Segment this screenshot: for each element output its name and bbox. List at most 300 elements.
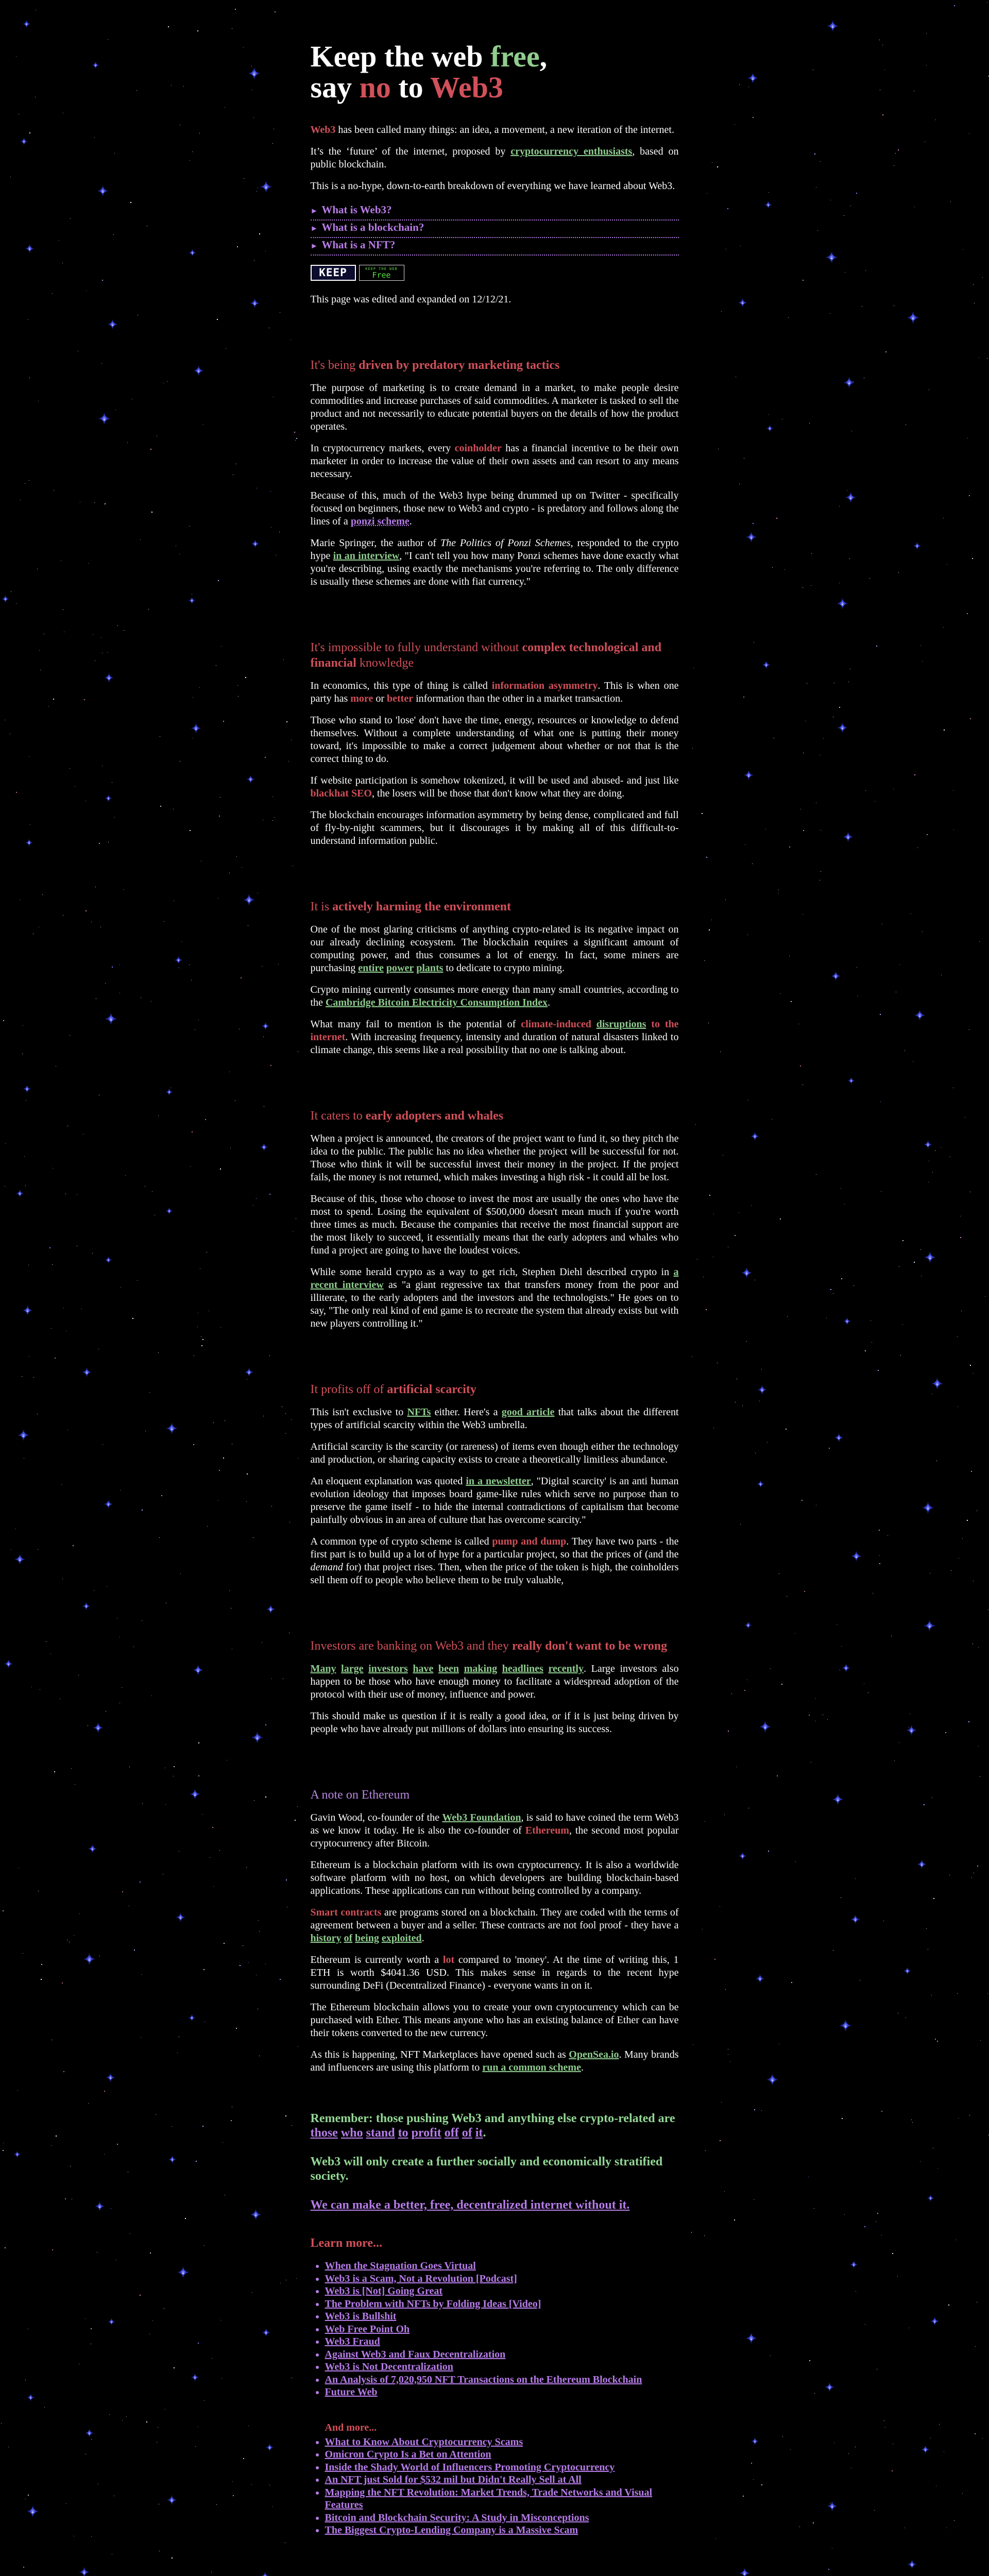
text-run: , the second most popular cryptocurrency after Bitcoin. — [310, 1825, 679, 1849]
resource-link[interactable]: Omicron Crypto Is a Bet on Attention — [325, 2449, 491, 2460]
section-environment — [311, 899, 679, 1057]
text-run: lot — [442, 1954, 455, 1965]
closing-statements — [311, 2111, 679, 2212]
inline-link[interactable]: Cambridge Bitcoin Electricity Consumption Index — [325, 997, 548, 1008]
text-run: . — [421, 1933, 424, 1944]
paragraph — [311, 537, 679, 588]
star-sparkle-icon — [16, 1189, 24, 1197]
text-run: What many fail to mention is the potential of — [310, 1019, 521, 1030]
inline-link[interactable]: exploited — [381, 1933, 422, 1944]
text-run: Smart contracts — [310, 1907, 382, 1918]
section-early-adopters — [311, 1108, 679, 1330]
resource-link[interactable]: An Analysis of 7,020,950 NFT Transactions on the Ethereum Blockchain — [325, 2374, 642, 2385]
inline-link[interactable]: it — [475, 2126, 483, 2140]
star-sparkle-icon — [931, 1378, 943, 1389]
star-sparkle-icon — [190, 1789, 200, 1800]
text-run: Ethereum is currently worth a — [310, 1954, 443, 1965]
learn-more-list — [311, 2260, 679, 2399]
text-run: The purpose of marketing is to create demand in a market, to make people desire commodities and increase purchases of said commodities. A marketer is tasked to sell the product and not necessarily to educate potential buyers on the details of how the product operates. — [310, 382, 679, 432]
list-item — [325, 2298, 679, 2311]
page-content — [298, 0, 691, 2576]
paragraph — [311, 1906, 679, 1945]
resource-link[interactable]: An NFT just Sold for $532 mil but Didn't Really Sell at All — [325, 2474, 582, 2485]
list-item — [325, 2260, 679, 2273]
text-run: An eloquent explanation was quoted — [310, 1476, 466, 1487]
text-run: . — [409, 516, 412, 527]
star-sparkle-icon — [826, 251, 838, 264]
list-item — [325, 2335, 679, 2348]
text-run: pump and dump — [492, 1536, 567, 1547]
star-sparkle-icon — [92, 62, 99, 69]
text-run: The Politics of Ponzi Schemes — [440, 537, 571, 549]
star-sparkle-icon — [757, 1480, 764, 1488]
resource-link[interactable]: Against Web3 and Faux Decentralization — [325, 2348, 506, 2360]
text-run: Marie Springer, the author of — [310, 537, 440, 549]
text-run: . They have two parts - the first part is to build up a lot of hype for a particular project, so that the prices of (and the — [310, 1536, 679, 1560]
learn-more-title: Learn more... — [310, 2236, 383, 2250]
star-sparkle-icon — [191, 2374, 199, 2382]
star-sparkle-icon — [108, 319, 118, 330]
paragraph — [311, 1535, 679, 1587]
text-run: It profits off of — [310, 1383, 387, 1396]
inline-link[interactable]: those — [310, 2126, 338, 2140]
text-run: , "I can't tell you how many Ponzi schemes have done exactly what you're describing, using exactly the mechanisms you're referring to. The only difference is usually these schemes are done with fiat currency." — [310, 550, 679, 587]
star-sparkle-icon — [266, 1605, 275, 1614]
list-item — [325, 2524, 679, 2537]
star-sparkle-icon — [907, 1725, 917, 1735]
inline-link[interactable]: being — [355, 1933, 379, 1944]
text-run: free — [490, 40, 540, 73]
inline-link[interactable]: making — [464, 1663, 498, 1674]
star-sparkle-icon — [907, 312, 919, 324]
text-run: has a financial incentive to be their own marketer in order to increase the value of their own assets and can resort to any means necessary. — [310, 443, 679, 480]
star-sparkle-icon — [825, 2383, 834, 2393]
text-run: This should make us question if it is really a good idea, or if it is just being driven by people who have already put millions of dollars into ensuring its success. — [310, 1710, 679, 1735]
star-sparkle-icon — [243, 894, 255, 906]
resource-link[interactable]: Web3 is a Scam, Not a Revolution [Podcast] — [325, 2273, 517, 2284]
list-item — [325, 2348, 679, 2361]
list-item — [325, 2285, 679, 2298]
text-run: When a project is announced, the creators of the project want to fund it, so they pitch the idea to the public. The public has no idea whether the project will be successful for not. Those who think it will be successful invest their money in the project. If the project fails, the money is not returned, which makes investing a high risk - it could all be lost. — [310, 1133, 679, 1183]
text-run: Crypto mining currently consumes more energy than many small countries, according to the — [310, 984, 679, 1008]
star-sparkle-icon — [106, 2073, 115, 2082]
star-sparkle-icon — [165, 1089, 173, 1096]
inline-link[interactable]: plants — [416, 962, 444, 974]
resource-link[interactable]: Bitcoin and Blockchain Security: A Study in Misconceptions — [325, 2512, 589, 2523]
star-sparkle-icon — [79, 2567, 90, 2576]
text-run: knowledge — [356, 656, 414, 670]
resource-link[interactable]: The Problem with NFTs by Folding Ideas [Video] — [325, 2298, 541, 2310]
section-investors — [311, 1638, 679, 1736]
star-dots-layer — [0, 0, 1, 1]
text-run: for) that project rises. Then, when the price of the token is high, the coinholders sell them off to people who believe them to be truly valuable, — [310, 1562, 679, 1586]
paragraph — [311, 1440, 679, 1466]
text-run: blackhat SEO — [310, 788, 372, 799]
inline-link[interactable]: Web3 Foundation — [442, 1812, 521, 1823]
text-run — [363, 1663, 368, 1674]
closing-remember — [311, 2111, 679, 2140]
edited-note: This page was edited and expanded on 12/12/21. — [310, 294, 511, 305]
paragraph — [311, 923, 679, 975]
text-run — [408, 1663, 413, 1674]
paragraph — [311, 714, 679, 766]
section-heading — [311, 1787, 679, 1803]
section-heading — [311, 640, 679, 671]
paragraph — [311, 1018, 679, 1057]
inline-link[interactable]: investors — [368, 1663, 408, 1674]
text-run: This isn't exclusive to — [310, 1406, 407, 1418]
star-sparkle-icon — [85, 2429, 94, 2437]
star-sparkle-icon — [843, 1317, 851, 1325]
star-sparkle-icon — [82, 1367, 92, 1377]
badge-bottom-text: Free — [372, 270, 391, 280]
star-sparkle-icon — [82, 1602, 91, 1611]
inline-link[interactable]: stand — [366, 2126, 395, 2140]
text-run: The Ethereum blockchain allows you to create your own cryptocurrency which can be purchased with Ether. This means anyone who has an existing balance of Ether can have their tokens converted to the new currency. — [310, 2002, 679, 2039]
star-sparkle-icon — [105, 794, 112, 802]
star-sparkle-icon — [914, 1010, 925, 1021]
text-run: If website participation is somehow tokenized, it will be used and abused- and just like — [310, 775, 679, 786]
star-sparkle-icon — [917, 1860, 926, 1869]
star-sparkle-icon — [25, 839, 33, 846]
and-more-list — [311, 2436, 679, 2537]
star-sparkle-icon — [261, 2572, 269, 2576]
faq-summary-what-is-a-blockchain[interactable] — [311, 222, 679, 234]
star-sparkle-icon — [98, 413, 110, 425]
badge-top-text: KEEP THE WEB — [365, 266, 398, 271]
resource-link[interactable]: Web3 is [Not] Going Great — [325, 2285, 443, 2297]
page-title-line1 — [311, 41, 679, 72]
star-sparkle-icon — [850, 1914, 860, 1924]
faq-summary-label: What is a blockchain? — [321, 221, 424, 233]
list-item — [325, 2273, 679, 2285]
text-run: A note on Ethereum — [310, 1788, 410, 1802]
paragraph — [311, 1663, 679, 1701]
text-run: more — [350, 693, 373, 704]
star-sparkle-icon — [251, 1732, 263, 1743]
faq-item-what-is-a-blockchain — [311, 221, 679, 238]
text-run: In cryptocurrency markets, every — [310, 443, 455, 454]
star-sparkle-icon — [766, 425, 774, 432]
inline-link[interactable]: recently — [548, 1663, 584, 1674]
star-sparkle-icon — [924, 1620, 935, 1632]
inline-link[interactable]: NFTs — [407, 1406, 431, 1418]
list-item — [325, 2461, 679, 2474]
text-run: Keep the web — [310, 40, 491, 73]
star-sparkle-icon — [168, 2156, 176, 2164]
inline-link[interactable]: have — [413, 1663, 434, 1674]
paragraph — [311, 809, 679, 848]
paragraph — [311, 1954, 679, 1992]
text-run: climate-induced — [521, 1019, 596, 1030]
star-sparkle-icon — [930, 2317, 939, 2326]
inline-link[interactable]: We can make a better, free, decentralized internet without it. — [310, 2198, 630, 2212]
star-sparkle-icon — [105, 1013, 117, 1025]
closing-better-internet — [311, 2198, 679, 2212]
star-sparkle-icon — [739, 2568, 750, 2576]
faq-summary-what-is-web3[interactable] — [311, 204, 679, 217]
star-sparkle-icon — [250, 298, 260, 308]
star-sparkle-icon — [764, 201, 772, 209]
star-sparkle-icon — [848, 1077, 855, 1084]
faq-item-what-is-web3 — [311, 203, 679, 221]
keep-the-web-free-badge[interactable] — [359, 265, 404, 281]
star-sparkle-icon — [739, 1852, 747, 1860]
inline-link[interactable]: disruptions — [596, 1019, 646, 1030]
star-sparkle-icon — [834, 1433, 843, 1442]
inline-link[interactable]: OpenSea.io — [569, 2049, 619, 2060]
resource-link[interactable]: Mapping the NFT Revolution: Market Trends, Trade Networks and Visual Features — [325, 2486, 653, 2511]
star-sparkle-icon — [760, 1721, 772, 1733]
star-sparkle-icon — [22, 1305, 32, 1315]
inline-link[interactable]: been — [438, 1663, 459, 1674]
paragraph — [311, 1132, 679, 1184]
text-run: to the internet — [310, 1019, 679, 1043]
page-title-line2 — [311, 72, 679, 103]
star-sparkle-icon — [166, 1422, 178, 1434]
star-sparkle-icon — [842, 1664, 850, 1672]
text-run: , based on public blockchain. — [310, 146, 679, 170]
text-run: It’s the ‘future’ of the internet, proposed by — [310, 146, 511, 157]
inline-link[interactable]: good article — [501, 1406, 555, 1418]
star-sparkle-icon — [762, 661, 770, 669]
text-run: As this is happening, NFT Marketplaces have opened such as — [310, 2049, 569, 2060]
star-sparkle-icon — [755, 1974, 764, 1984]
section-complex-knowledge — [311, 640, 679, 848]
section-heading — [311, 1382, 679, 1397]
inline-link[interactable]: of — [344, 1933, 353, 1944]
star-sparkle-icon — [189, 249, 196, 257]
star-sparkle-icon — [843, 832, 854, 842]
star-sparkle-icon — [25, 244, 35, 253]
inline-link[interactable]: in an interview — [333, 550, 400, 562]
star-sparkle-icon — [827, 2501, 837, 2512]
star-sparkle-icon — [27, 2394, 35, 2401]
star-sparkle-icon — [262, 1022, 269, 1030]
faq-summary-what-is-a-nft[interactable] — [311, 239, 679, 252]
star-sparkle-icon — [104, 673, 113, 682]
star-sparkle-icon — [747, 73, 758, 83]
text-run: Because of this, those who choose to invest the most are usually the ones who have the most to spend. Losing the equivalent of $500,000 doesn't mean much if you're worth three times as much. Because the companies that receive the most financial support are the most likely to succeed, it essentially means that the early adopters and whales who fund a project are going to have the loudest voices. — [310, 1193, 679, 1256]
triangle-marker-icon: ► — [310, 225, 318, 233]
star-sparkle-icon — [262, 2329, 270, 2337]
text-run: . With increasing frequency, intensity and duration of natural disasters linked to climate change, this seems like a real possibility that no one is talking about. — [310, 1031, 679, 1056]
triangle-marker-icon: ► — [310, 242, 318, 250]
text-run: A common type of crypto scheme is called — [310, 1536, 492, 1547]
resource-link[interactable]: The Biggest Crypto-Lending Company is a Massive Scam — [325, 2524, 578, 2536]
list-item — [325, 2361, 679, 2374]
star-sparkle-icon — [93, 1722, 103, 1733]
star-sparkle-icon — [104, 1500, 113, 1509]
star-sparkle-icon — [850, 2261, 858, 2269]
resource-link[interactable]: What to Know About Cryptocurrency Scams — [325, 2436, 523, 2448]
resource-link[interactable]: Web3 is Not Decentralization — [325, 2361, 453, 2372]
text-run: . — [581, 2062, 584, 2073]
text-run: The blockchain encourages information asymmetry by being dense, complicated and full of fly-by-night scammers, but it discourages it by making all of this difficult-to-understand information public. — [310, 809, 679, 846]
inline-link[interactable]: entire — [358, 962, 384, 974]
inline-link[interactable]: who — [340, 2126, 363, 2140]
section-heading — [311, 1108, 679, 1124]
text-run: Web3 will only create a further socially and economically stratified society. — [310, 2155, 663, 2183]
text-run: , responded to the crypto hype — [310, 537, 679, 562]
star-sparkle-icon — [744, 770, 754, 780]
inline-link[interactable]: profit — [411, 2126, 441, 2140]
text-run: that talks about the different types of artificial scarcity within the Web3 umbrella. — [310, 1406, 679, 1431]
text-run: compared to 'money'. At the time of writing this, 1 ETH is worth $4041.36 USD. This makes sense in regards to the recent hype surrounding DeFi (Decentralized Finance) - everyone wants in on it. — [310, 1954, 679, 1991]
section-heading — [311, 899, 679, 914]
paragraph — [311, 382, 679, 433]
text-run: Gavin Wood, co-founder of the — [310, 1812, 442, 1823]
text-run — [497, 1663, 502, 1674]
star-sparkle-icon — [247, 775, 255, 783]
text-run — [433, 1663, 438, 1674]
text-run: , the losers will be those that don't know what they are doing. — [371, 788, 625, 799]
text-run: Web3 — [310, 124, 336, 135]
paragraph — [311, 1811, 679, 1850]
inline-link[interactable]: off — [444, 2126, 459, 2140]
star-sparkle-icon — [193, 1665, 203, 1675]
resource-link[interactable]: When the Stagnation Goes Virtual — [325, 2260, 476, 2272]
star-sparkle-icon — [837, 723, 847, 733]
text-run: Remember: those pushing Web3 and anything else crypto-related are — [310, 2112, 675, 2125]
text-run: to — [390, 71, 431, 104]
text-run: . This is when one party has — [310, 680, 679, 704]
list-item — [325, 2374, 679, 2386]
star-sparkle-icon — [88, 1844, 97, 1853]
star-sparkle-icon — [924, 1140, 932, 1149]
section-heading — [311, 358, 679, 373]
star-sparkle-icon — [766, 2074, 778, 2086]
resource-link[interactable]: Web3 is Bullshit — [325, 2311, 397, 2322]
inline-link[interactable]: history — [310, 1933, 342, 1944]
list-item — [325, 2386, 679, 2399]
inline-link[interactable]: cryptocurrency enthusiasts — [510, 146, 633, 157]
paragraph — [311, 1406, 679, 1432]
text-run: This is a no-hype, down-to-earth breakdown of everything we have learned about Web3. — [310, 180, 675, 192]
text-run: really don't want to be wrong — [512, 1639, 668, 1653]
inline-link[interactable]: large — [341, 1663, 364, 1674]
star-sparkle-icon — [922, 1501, 934, 1514]
star-sparkle-icon — [840, 2019, 852, 2031]
star-sparkle-icon — [18, 1429, 29, 1441]
paragraph — [311, 1710, 679, 1736]
text-run: Those who stand to 'lose' don't have the time, energy, resources or knowledge to defend themselves. Without a complete understanding of what one is putting their money toward, it's impossible to make a correct judgement about whether or not that is the correct thing to do. — [310, 715, 679, 765]
star-sparkle-icon — [248, 67, 261, 80]
inline-link[interactable]: ponzi scheme — [350, 516, 410, 527]
star-sparkle-icon — [827, 20, 838, 31]
star-sparkle-icon — [189, 2014, 196, 2022]
text-run: Web3 — [430, 71, 503, 104]
text-run: are programs stored on a blockchain. They are coded with the terms of agreement between a buyer and a seller. These contracts are not fool proof - they have a — [310, 1907, 679, 1931]
text-run: demand — [310, 1562, 343, 1573]
star-sparkle-icon — [832, 1794, 843, 1805]
star-sparkle-icon — [913, 542, 921, 550]
star-sparkle-icon — [922, 2445, 930, 2453]
keep-badge[interactable]: KEEP — [311, 265, 356, 281]
faq-accordion — [311, 203, 679, 256]
star-sparkle-icon — [903, 1967, 911, 1975]
star-sparkle-icon — [845, 492, 856, 503]
text-run: It's impossible to fully understand without — [310, 641, 522, 654]
text-run: , — [539, 40, 548, 73]
star-sparkle-icon — [83, 1953, 95, 1965]
star-sparkle-icon — [266, 2444, 274, 2452]
text-run: It is — [310, 900, 333, 913]
star-sparkle-icon — [908, 2560, 917, 2569]
resource-link[interactable]: Inside the Shady World of Influencers Promoting Cryptocurrency — [325, 2461, 615, 2473]
text-run — [459, 1663, 464, 1674]
section-marketing-tactics — [311, 358, 679, 588]
faq-summary-label: What is Web3? — [321, 204, 392, 216]
star-sparkle-icon — [741, 1267, 752, 1278]
inline-link[interactable]: headlines — [502, 1663, 543, 1674]
text-run: . Large investors also happen to be those who have enough money to facilitate a widespread adoption of the protocol with their use of money, influence and power. — [310, 1663, 679, 1700]
text-run: actively harming the environment — [332, 900, 511, 913]
star-sparkle-icon — [927, 2195, 934, 2202]
text-run: Ethereum — [525, 1825, 569, 1836]
resource-link[interactable]: Web3 Fraud — [325, 2336, 380, 2347]
paragraph — [311, 774, 679, 800]
star-sparkle-icon — [95, 2201, 105, 2211]
list-item — [325, 2486, 679, 2512]
text-run: say — [310, 71, 360, 104]
text-run: Investors are banking on Web3 and they — [310, 1639, 513, 1653]
text-run: complex technological and financial — [310, 641, 662, 670]
star-sparkle-icon — [177, 2266, 189, 2278]
text-run: Artificial scarcity is the scarcity (or rareness) of items even though either the technology and production, or sharing capacity exists to create a theoretically limitless abundance. — [310, 1441, 679, 1465]
star-sparkle-icon — [20, 138, 28, 145]
star-sparkle-icon — [851, 1551, 862, 1562]
star-sparkle-icon — [14, 1554, 25, 1565]
star-sparkle-icon — [166, 1208, 173, 1215]
star-sparkle-icon — [844, 377, 855, 388]
inline-link[interactable]: a recent interview — [310, 1266, 679, 1291]
text-run: It's being — [310, 359, 359, 372]
faq-item-what-is-a-nft — [311, 238, 679, 256]
section-heading — [311, 1638, 679, 1654]
text-run: Ethereum is a blockchain platform with its own cryptocurrency. It is also a worldwide software platform with no host, on which developers are building blockchain-based applications. These applications can run without being controlled by a company. — [310, 1859, 679, 1896]
inline-link[interactable]: of — [462, 2126, 472, 2140]
faq-summary-label: What is a NFT? — [321, 239, 396, 251]
star-sparkle-icon — [751, 2437, 759, 2445]
text-run: information asymmetry — [491, 680, 598, 691]
star-sparkle-icon — [27, 2505, 39, 2518]
star-sparkle-icon — [167, 2495, 177, 2505]
star-sparkle-icon — [260, 180, 272, 193]
inline-link[interactable]: run a common scheme — [482, 2062, 581, 2073]
text-run: While some herald crypto as a way to get rich, Stephen Diehl described crypto in — [310, 1266, 674, 1278]
inline-link[interactable]: in a newsletter — [466, 1476, 531, 1487]
star-sparkle-icon — [23, 1085, 31, 1093]
star-sparkle-icon — [175, 956, 183, 964]
inline-link[interactable]: Many — [310, 1663, 336, 1674]
star-sparkle-icon — [188, 597, 195, 604]
text-run: or — [373, 693, 387, 704]
star-sparkle-icon — [831, 971, 841, 981]
text-run: One of the most glaring criticisms of anything crypto-related is its negative impact on our already declining ecosystem. The blockchain requires a significant amount of computing power, and thus consumes a lot of energy. In fact, some miners are purchasing — [310, 924, 679, 974]
inline-link[interactable]: power — [386, 962, 414, 974]
text-run: In economics, this type of thing is called — [310, 680, 492, 691]
text-run: better — [387, 693, 414, 704]
text-run: to dedicate to crypto mining. — [443, 962, 565, 974]
inline-link[interactable]: to — [398, 2126, 408, 2140]
resource-link[interactable]: Web Free Point Oh — [325, 2323, 410, 2335]
resource-link[interactable]: Future Web — [325, 2386, 378, 2398]
text-run: . — [483, 2126, 486, 2140]
star-sparkle-icon — [22, 20, 30, 28]
paragraph — [311, 1475, 679, 1527]
section-artificial-scarcity — [311, 1382, 679, 1587]
